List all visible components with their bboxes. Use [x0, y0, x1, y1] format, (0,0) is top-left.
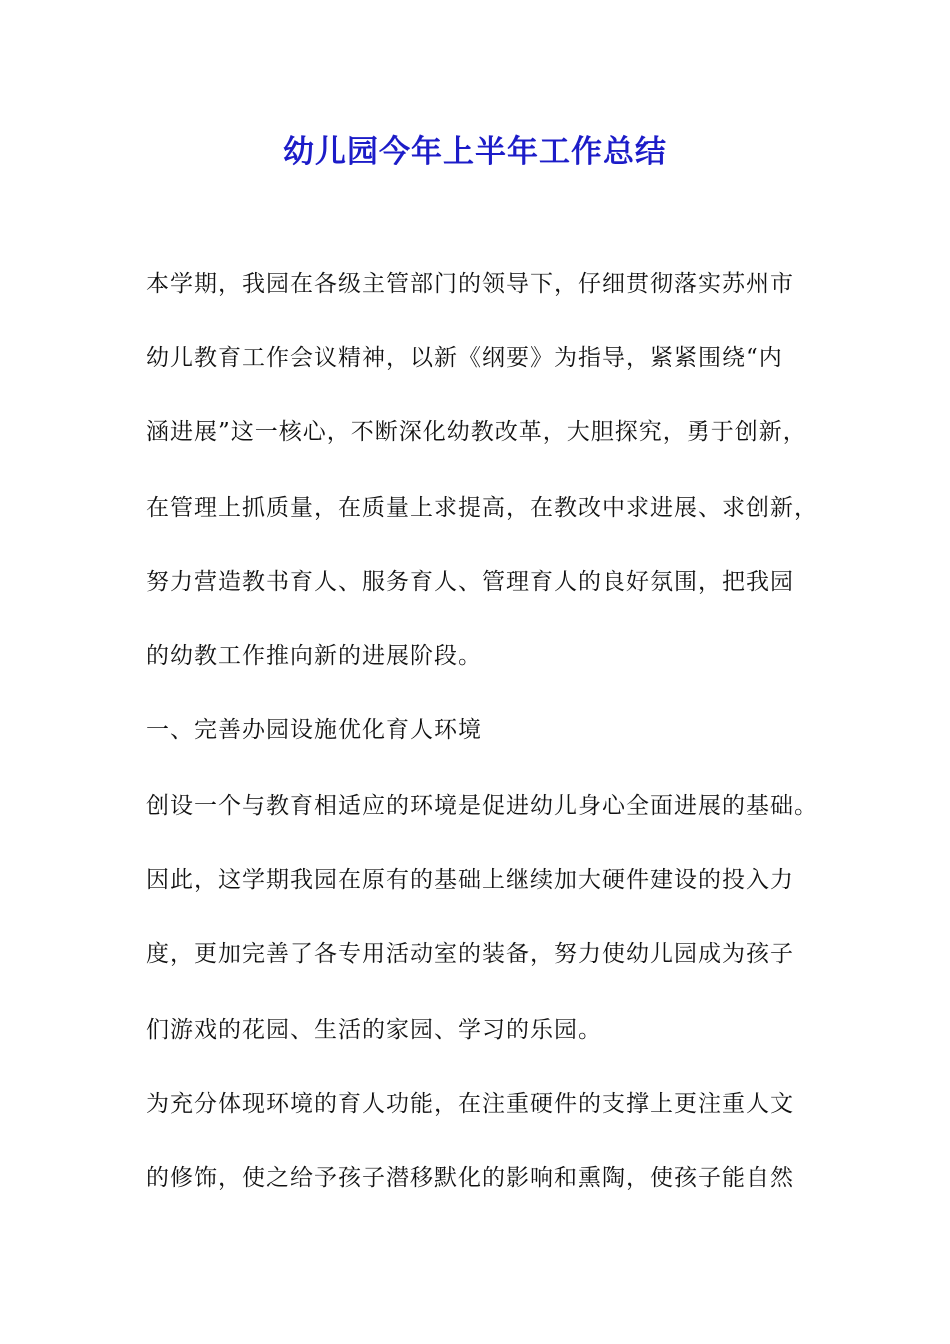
body-line: 的修饰，使之给予孩子潜移默化的影响和熏陶，使孩子能自然: [146, 1165, 794, 1191]
body-line: 涵进展”这一核心，不断深化幼教改革，大胆探究，勇于创新，: [146, 419, 807, 445]
body-line: 创设一个与教育相适应的环境是促进幼儿身心全面进展的基础。: [146, 793, 818, 819]
body-line: 的幼教工作推向新的进展阶段。: [146, 643, 482, 669]
body-line: 幼儿教育工作会议精神，以新《纲要》为指导，紧紧围绕“内: [146, 345, 783, 371]
body-line: 们游戏的花园、生活的家园、学习的乐园。: [146, 1017, 602, 1043]
body-line: 本学期，我园在各级主管部门的领导下，仔细贯彻落实苏州市: [146, 271, 794, 297]
body-line: 在管理上抓质量，在质量上求提高，在教改中求进展、求创新，: [146, 495, 818, 521]
body-line: 为充分体现环境的育人功能，在注重硬件的支撑上更注重人文: [146, 1091, 794, 1117]
body-line: 努力营造教书育人、服务育人、管理育人的良好氛围，把我园: [146, 569, 794, 595]
document-title: 幼儿园今年上半年工作总结: [283, 134, 667, 170]
section-heading: 一、完善办园设施优化育人环境: [146, 717, 482, 743]
body-line: 因此，这学期我园在原有的基础上继续加大硬件建设的投入力: [146, 867, 794, 893]
body-line: 度，更加完善了各专用活动室的装备，努力使幼儿园成为孩子: [146, 941, 794, 967]
